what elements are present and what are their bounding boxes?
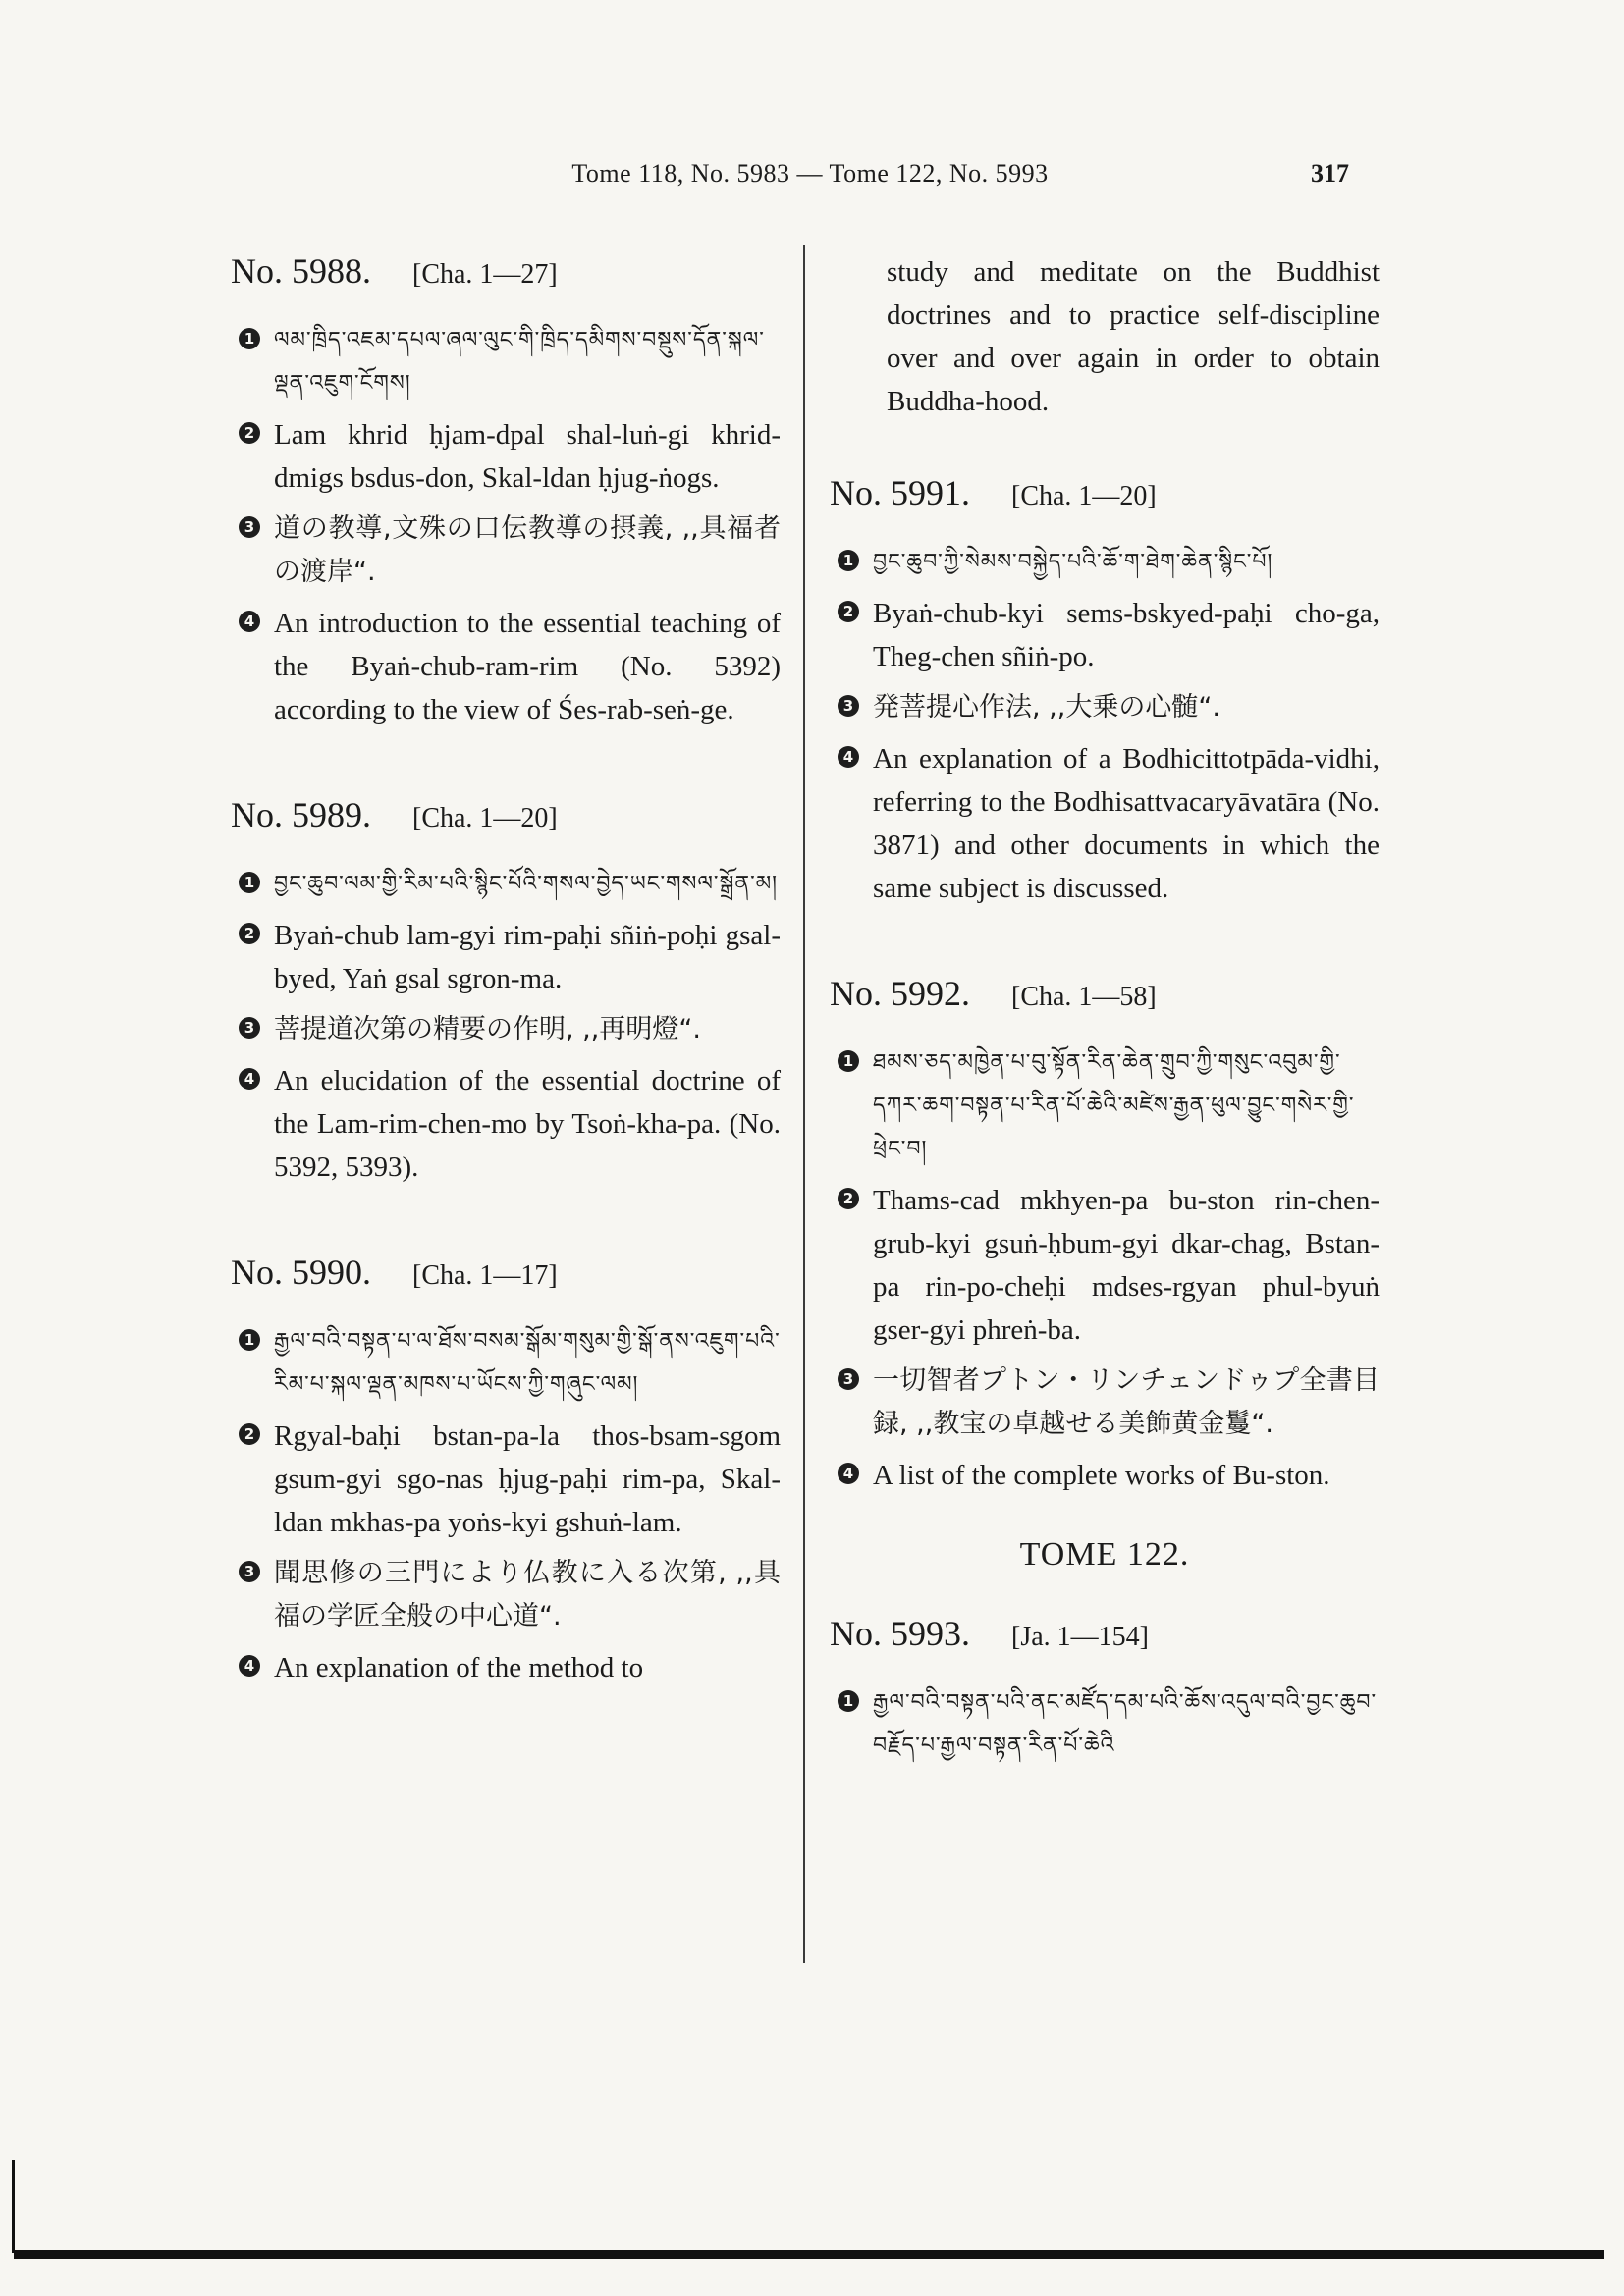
- entry-5991: [830, 472, 1380, 910]
- transliteration: Lam khrid ḥjam-dpal shal-luṅ-gi khrid-dmigs bsdus-don, Skal-ldan ḥjug-ṅogs.: [274, 419, 781, 494]
- circled-number-1: 1: [838, 550, 859, 571]
- tibetan-title-item: [830, 1682, 1380, 1768]
- circled-number-1: 1: [838, 1050, 859, 1072]
- scan-edge-mark: [12, 2160, 15, 2253]
- japanese-title: 菩提道次第の精要の作明, ,,再明燈“.: [274, 1014, 701, 1044]
- circled-number-3: 3: [239, 1017, 260, 1039]
- entry-heading: [231, 1252, 781, 1293]
- entry-number: No. 5993.: [830, 1614, 970, 1653]
- description-item: [830, 1454, 1380, 1497]
- scan-bottom-edge: [14, 2250, 1604, 2259]
- description-item: [830, 737, 1380, 910]
- japanese-title: 一切智者プトン・リンチェンドゥプ全書目録, ,,教宝の卓越せる美飾黄金鬘“.: [873, 1365, 1380, 1439]
- entry-folio-range: [Cha. 1—20]: [1011, 481, 1157, 511]
- entry-folio-range: [Cha. 1—20]: [412, 803, 558, 833]
- circled-number-4: 4: [239, 1655, 260, 1677]
- left-column: [231, 250, 781, 1697]
- entry-number: No. 5991.: [830, 473, 970, 512]
- circled-number-3: 3: [239, 516, 260, 538]
- japanese-title-item: [830, 1360, 1380, 1446]
- description-item: [231, 1646, 781, 1689]
- column-divider: [803, 245, 805, 1963]
- entry-heading: [830, 472, 1380, 513]
- entry-number: No. 5989.: [231, 795, 371, 834]
- japanese-title: 道の教導,文殊の口伝教導の摂義, ,,具福者の渡岸“.: [274, 513, 781, 587]
- tibetan-title: བྱང་ཆུབ་ཀྱི་སེམས་བསྐྱེད་པའི་ཆོ་ག་ཐེག་ཆེན་སྙིང་པོ།: [873, 550, 1273, 574]
- description-continuation: study and meditate on the Buddhist doctrines and to practice self-discipline over and over again in order to obtain Buddha-hood.: [887, 256, 1380, 417]
- description: A list of the complete works of Bu-ston.: [873, 1460, 1330, 1491]
- tibetan-title-item: [231, 863, 781, 906]
- transliteration-item: [231, 914, 781, 1000]
- transliteration: Rgyal-baḥi bstan-pa-la thos-bsam-sgom gsum-gyi sgo-nas ḥjug-paḥi rim-pa, Skal-ldan mkhas-pa yoṅs-kyi gshuṅ-lam.: [274, 1420, 781, 1538]
- entry-5989: [231, 794, 781, 1189]
- transliteration: Byaṅ-chub-kyi sems-bskyed-paḥi cho-ga, Theg-chen sñiṅ-po.: [873, 598, 1380, 672]
- entry-number: No. 5988.: [231, 251, 371, 291]
- entry-folio-range: [Cha. 1—58]: [1011, 982, 1157, 1012]
- spacer: [830, 918, 1380, 973]
- circled-number-2: 2: [838, 601, 859, 622]
- description: An explanation of the method to: [274, 1652, 644, 1683]
- spacer: [231, 1197, 781, 1252]
- circled-number-1: 1: [239, 328, 260, 349]
- description: An explanation of a Bodhicittotpāda-vidhi, referring to the Bodhisattvacaryāvatāra (No. 3871) and other documents in which the same subject is discussed.: [873, 743, 1380, 904]
- circled-number-3: 3: [239, 1561, 260, 1582]
- circled-number-1: 1: [239, 872, 260, 893]
- circled-number-4: 4: [239, 611, 260, 632]
- transliteration-item: [231, 413, 781, 500]
- transliteration: Thams-cad mkhyen-pa bu-ston rin-chen-grub-kyi gsuṅ-ḥbum-gyi dkar-chag, Bstan-pa rin-po-cheḥi mdses-rgyan phul-byuṅ gser-gyi phreṅ-ba.: [873, 1185, 1380, 1346]
- japanese-title-item: [830, 686, 1380, 729]
- tibetan-title-item: [231, 319, 781, 405]
- tibetan-title: བྱང་ཆུབ་ལམ་གྱི་རིམ་པའི་སྙིང་པོའི་གསལ་བྱེད་ཡང་གསལ་སྒྲོན་མ།: [274, 872, 779, 896]
- japanese-title: 発菩提心作法, ,,大乗の心髄“.: [873, 692, 1220, 722]
- circled-number-2: 2: [239, 923, 260, 944]
- tibetan-title: ཐམས་ཅད་མཁྱེན་པ་བུ་སྟོན་རིན་ཆེན་གྲུབ་ཀྱི་གསུང་འབུམ་གྱི་དཀར་ཆག་བསྟན་པ་རིན་པོ་ཆེའི་མཛེས་རྒྱན་ཕུལ་བྱུང་གསེར་གྱི་ཕྲེང་བ།: [873, 1050, 1355, 1161]
- circled-number-4: 4: [838, 1463, 859, 1484]
- entry-folio-range: [Ja. 1—154]: [1011, 1622, 1149, 1652]
- entry-5988: [231, 250, 781, 731]
- entry-heading: [830, 1613, 1380, 1654]
- description-item: [231, 1059, 781, 1189]
- transliteration-item: [830, 592, 1380, 678]
- japanese-title-item: [231, 1008, 781, 1051]
- spacer: [830, 453, 1380, 472]
- circled-number-4: 4: [239, 1068, 260, 1090]
- entry-heading: [830, 973, 1380, 1014]
- spacer: [231, 739, 781, 794]
- tibetan-title-item: [830, 541, 1380, 584]
- description: An elucidation of the essential doctrine of the Lam-rim-chen-mo by Tsoṅ-kha-pa. (No. 5392, 5393).: [274, 1065, 781, 1183]
- circled-number-1: 1: [239, 1329, 260, 1351]
- circled-number-2: 2: [239, 422, 260, 444]
- japanese-title-item: [231, 507, 781, 594]
- transliteration: Byaṅ-chub lam-gyi rim-paḥi sñiṅ-poḥi gsal-byed, Yaṅ gsal sgron-ma.: [274, 920, 781, 994]
- entry-5990: [231, 1252, 781, 1689]
- tibetan-title: རྒྱལ་བའི་བསྟན་པ་ལ་ཐོས་བསམ་སྒོམ་གསུམ་གྱི་སྒོ་ནས་འཇུག་པའི་རིམ་པ་སྐལ་ལྡན་མཁས་པ་ཡོངས་ཀྱི་གཞུང་ལམ།: [274, 1329, 781, 1397]
- running-head: Tome 118, No. 5983 — Tome 122, No. 5993: [571, 159, 1049, 187]
- transliteration-item: [231, 1415, 781, 1544]
- japanese-title-item: [231, 1552, 781, 1638]
- tibetan-title-item: [231, 1320, 781, 1407]
- circled-number-3: 3: [838, 1368, 859, 1390]
- entry-5993: [830, 1613, 1380, 1768]
- japanese-title: 聞思修の三門により仏教に入る次第, ,,具福の学匠全般の中心道“.: [274, 1558, 781, 1631]
- entry-heading: [231, 250, 781, 292]
- entry-folio-range: [Cha. 1—17]: [412, 1260, 558, 1291]
- tibetan-title: རྒྱལ་བའི་བསྟན་པའི་ནང་མཛོད་དམ་པའི་ཆོས་འདུལ་བའི་བྱང་ཆུབ་བརྗོད་པ་རྒྱལ་བསྟན་རིན་པོ་ཆེའི: [873, 1690, 1378, 1758]
- circled-number-4: 4: [838, 746, 859, 768]
- tibetan-title: ལམ་ཁྲིད་འཇམ་དཔལ་ཞལ་ལུང་གི་ཁྲིད་དམིགས་བསྡུས་དོན་སྐལ་ལྡན་འཇུག་ངོགས།: [274, 328, 765, 396]
- tome-heading: TOME 122.: [1019, 1536, 1190, 1573]
- transliteration-item: [830, 1179, 1380, 1352]
- page-number: 317: [1311, 159, 1349, 187]
- circled-number-2: 2: [838, 1188, 859, 1209]
- entry-number: No. 5990.: [231, 1253, 371, 1292]
- right-column: [830, 250, 1380, 1776]
- tibetan-title-item: [830, 1041, 1380, 1171]
- entry-folio-range: [Cha. 1—27]: [412, 259, 558, 290]
- description: An introduction to the essential teaching of the Byaṅ-chub-ram-rim (No. 5392) according to the view of Śes-rab-seṅ-ge.: [274, 608, 781, 725]
- circled-number-3: 3: [838, 695, 859, 717]
- circled-number-1: 1: [838, 1690, 859, 1712]
- entry-heading: [231, 794, 781, 835]
- entry-5992: [830, 973, 1380, 1497]
- description-item: [231, 602, 781, 731]
- entry-number: No. 5992.: [830, 974, 970, 1013]
- circled-number-2: 2: [239, 1423, 260, 1445]
